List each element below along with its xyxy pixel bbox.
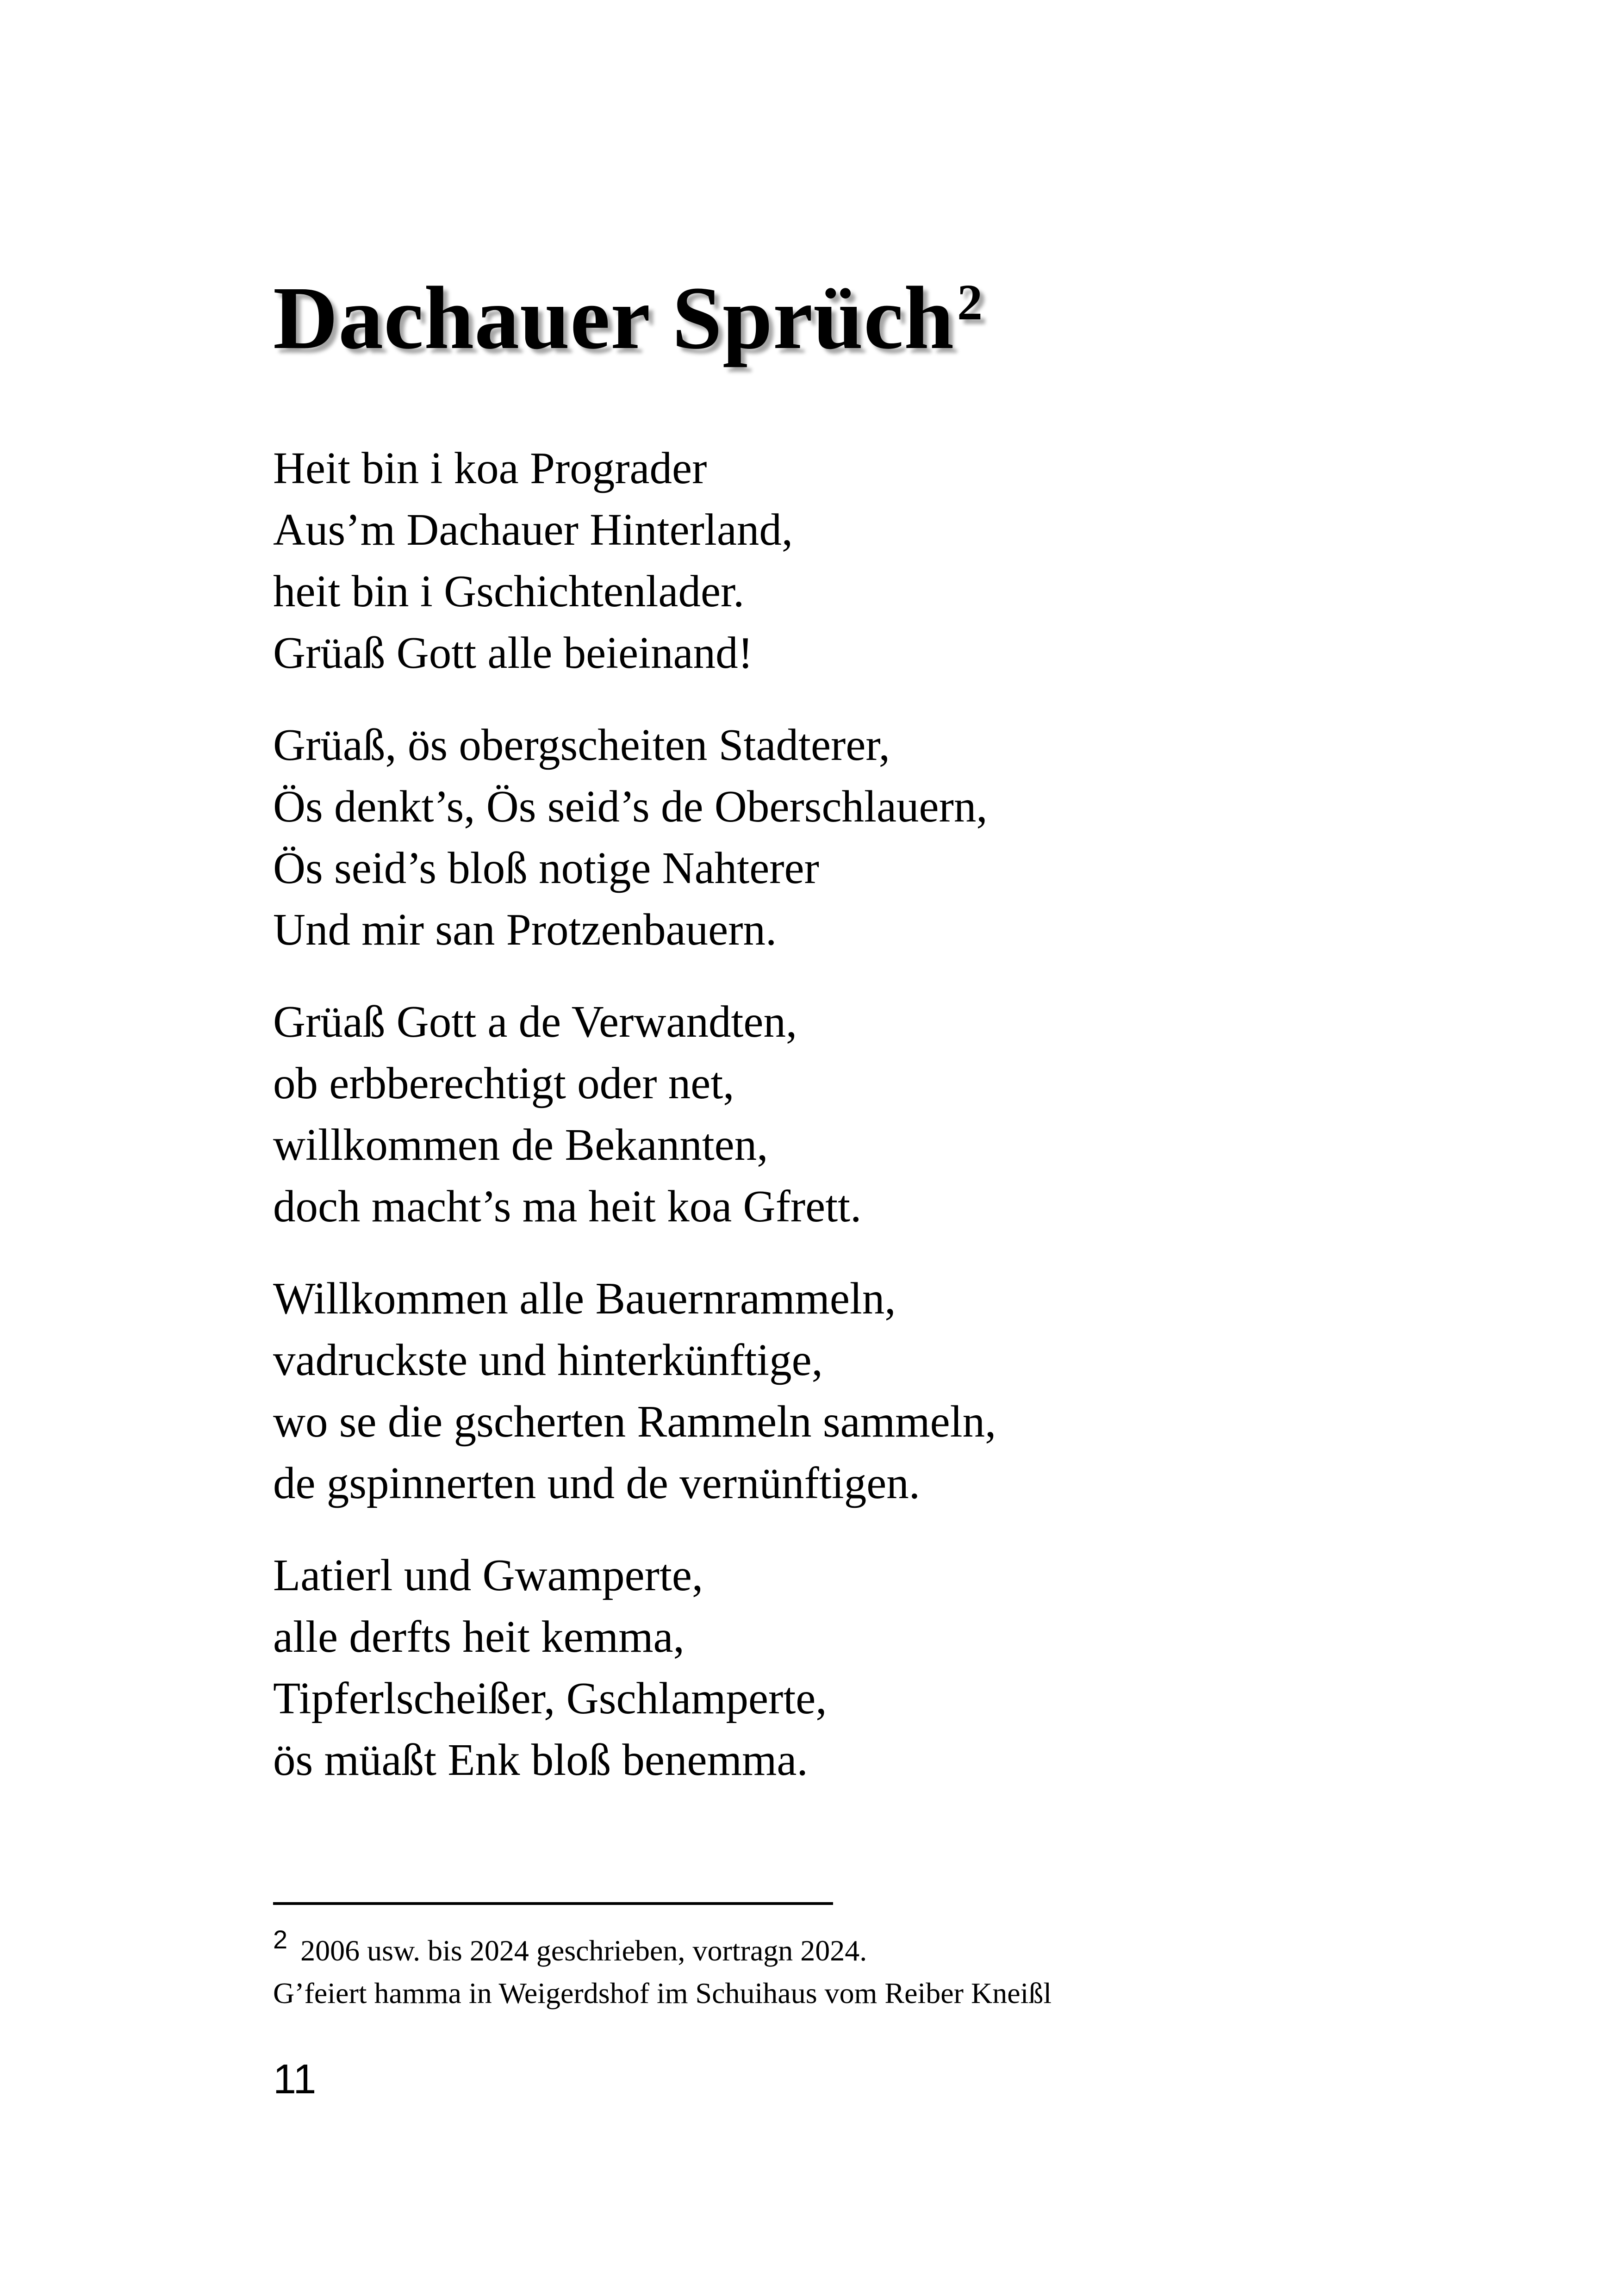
verse-line: Tipferlscheißer, Gschlamperte,	[273, 1674, 827, 1723]
stanza-4	[273, 1268, 1476, 1514]
verse-line: Und mir san Protzenbauern.	[273, 905, 777, 954]
verse-line: heit bin i Gschichtenlader.	[273, 566, 745, 616]
footnote-divider	[273, 1902, 833, 1905]
verse-line: Aus’m Dachauer Hinterland,	[273, 505, 793, 554]
footnote-line-1	[273, 1925, 1523, 1972]
footnote-reference: 2	[957, 274, 983, 330]
title-text: Dachauer Sprüch	[273, 268, 954, 367]
footnote-line-2: G’feiert hamma in Weigerdshof im Schuihaus vom Reiber Kneißl	[273, 1977, 1052, 2010]
verse-line: wo se die gscherten Rammeln sammeln,	[273, 1397, 996, 1446]
verse-line: Willkommen alle Bauernrammeln,	[273, 1274, 896, 1323]
stanza-3	[273, 991, 1476, 1237]
verse-line: willkommen de Bekannten,	[273, 1120, 768, 1170]
verse-line: de gspinnerten und de vernünftigen.	[273, 1458, 921, 1508]
verse-line: vadruckste und hinterkünftige,	[273, 1335, 823, 1385]
stanza-2	[273, 714, 1476, 960]
page-title	[273, 268, 983, 367]
verse-line: ös müaßt Enk bloß benemma.	[273, 1735, 808, 1785]
page-number: 11	[273, 2056, 317, 2103]
verse-line: alle derfts heit kemma,	[273, 1612, 685, 1661]
poem	[273, 437, 1476, 1821]
verse-line: Ös seid’s bloß notige Nahterer	[273, 843, 819, 893]
verse-line: ob erbberechtigt oder net,	[273, 1058, 734, 1108]
footnote-text-1: 2006 usw. bis 2024 geschrieben, vortragn 2024.	[300, 1934, 867, 1967]
footnote	[273, 1925, 1523, 2014]
verse-line: Heit bin i koa Prograder	[273, 443, 707, 493]
verse-line: Latierl und Gwamperte,	[273, 1550, 703, 1600]
verse-line: Grüaß Gott alle beieinand!	[273, 628, 753, 678]
footnote-marker: 2	[273, 1925, 288, 1954]
verse-line: Grüaß Gott a de Verwandten,	[273, 997, 797, 1046]
verse-line: Grüaß, ös obergscheiten Stadterer,	[273, 720, 890, 770]
stanza-1	[273, 437, 1476, 684]
verse-line: Ös denkt’s, Ös seid’s de Oberschlauern,	[273, 782, 988, 831]
stanza-5	[273, 1544, 1476, 1791]
verse-line: doch macht’s ma heit koa Gfrett.	[273, 1182, 862, 1231]
